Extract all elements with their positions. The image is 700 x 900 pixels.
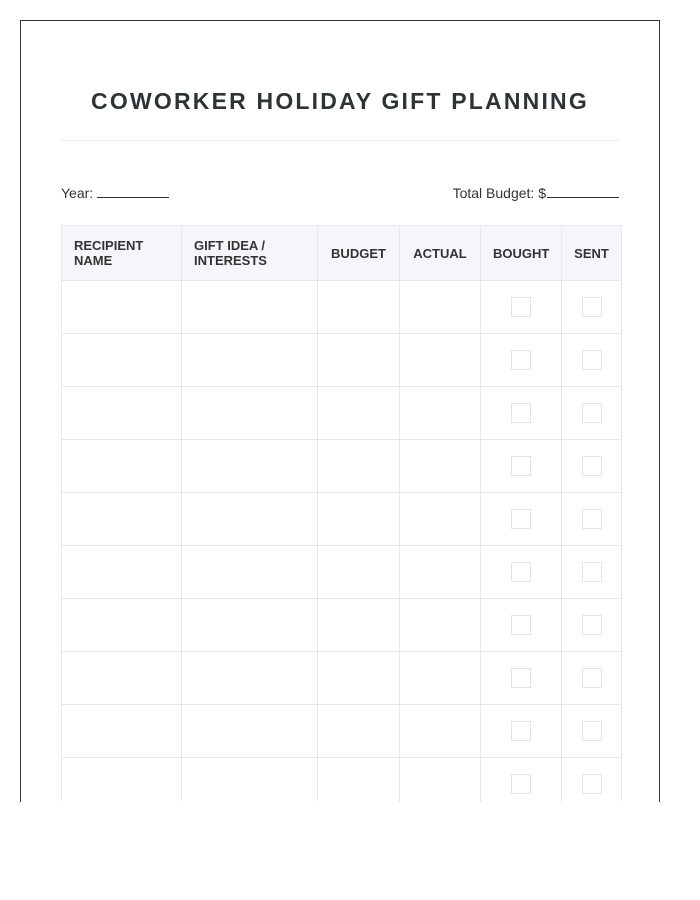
header-bought: BOUGHT: [481, 226, 562, 281]
header-row: [62, 226, 622, 281]
title-divider: [61, 140, 619, 141]
sent-cell: [562, 281, 622, 334]
total-budget-label: Total Budget: $: [452, 185, 546, 201]
budget-cell[interactable]: [318, 546, 400, 599]
sent-checkbox[interactable]: [582, 668, 602, 688]
recipient-cell[interactable]: [62, 440, 182, 493]
budget-cell[interactable]: [318, 387, 400, 440]
header-actual: ACTUAL: [400, 226, 481, 281]
bought-cell: [481, 440, 562, 493]
actual-cell[interactable]: [400, 705, 481, 758]
bought-cell: [481, 758, 562, 803]
header-gift-idea: GIFT IDEA / INTERESTS: [182, 226, 318, 281]
recipient-cell[interactable]: [62, 387, 182, 440]
table-row: [62, 599, 622, 652]
actual-cell[interactable]: [400, 599, 481, 652]
sent-cell: [562, 440, 622, 493]
bought-cell: [481, 599, 562, 652]
gift-idea-cell[interactable]: [182, 546, 318, 599]
bought-checkbox[interactable]: [511, 456, 531, 476]
actual-cell[interactable]: [400, 334, 481, 387]
actual-cell[interactable]: [400, 387, 481, 440]
recipient-cell[interactable]: [62, 493, 182, 546]
table-row: [62, 281, 622, 334]
table-row: [62, 387, 622, 440]
sent-checkbox[interactable]: [582, 403, 602, 423]
meta-row: [61, 184, 619, 204]
sent-checkbox[interactable]: [582, 509, 602, 529]
total-budget-blank-line[interactable]: [547, 184, 619, 198]
actual-cell[interactable]: [400, 493, 481, 546]
recipient-cell[interactable]: [62, 705, 182, 758]
gift-idea-cell[interactable]: [182, 599, 318, 652]
table-row: [62, 758, 622, 803]
actual-cell[interactable]: [400, 440, 481, 493]
year-blank-line[interactable]: [97, 184, 169, 198]
budget-cell[interactable]: [318, 493, 400, 546]
year-label: Year:: [61, 185, 94, 201]
sent-checkbox[interactable]: [582, 562, 602, 582]
bought-checkbox[interactable]: [511, 774, 531, 794]
gift-idea-cell[interactable]: [182, 493, 318, 546]
sent-cell: [562, 387, 622, 440]
bought-cell: [481, 705, 562, 758]
header-budget: BUDGET: [318, 226, 400, 281]
table-row: [62, 546, 622, 599]
sent-checkbox[interactable]: [582, 774, 602, 794]
document-page: [20, 20, 660, 802]
bought-checkbox[interactable]: [511, 350, 531, 370]
recipient-cell[interactable]: [62, 281, 182, 334]
actual-cell[interactable]: [400, 758, 481, 803]
bought-cell: [481, 652, 562, 705]
actual-cell[interactable]: [400, 281, 481, 334]
actual-cell[interactable]: [400, 652, 481, 705]
budget-cell[interactable]: [318, 758, 400, 803]
sent-cell: [562, 599, 622, 652]
gift-idea-cell[interactable]: [182, 387, 318, 440]
gift-idea-cell[interactable]: [182, 705, 318, 758]
recipient-cell[interactable]: [62, 546, 182, 599]
bought-checkbox[interactable]: [511, 562, 531, 582]
sent-checkbox[interactable]: [582, 456, 602, 476]
bought-cell: [481, 387, 562, 440]
year-field: [61, 184, 169, 201]
gift-idea-cell[interactable]: [182, 440, 318, 493]
recipient-cell[interactable]: [62, 652, 182, 705]
bought-checkbox[interactable]: [511, 721, 531, 741]
budget-cell[interactable]: [318, 334, 400, 387]
table-row: [62, 652, 622, 705]
table-row: [62, 440, 622, 493]
sent-cell: [562, 546, 622, 599]
budget-cell[interactable]: [318, 281, 400, 334]
table-row: [62, 334, 622, 387]
recipient-cell[interactable]: [62, 599, 182, 652]
bought-checkbox[interactable]: [511, 668, 531, 688]
page-title: COWORKER HOLIDAY GIFT PLANNING: [91, 88, 589, 114]
budget-cell[interactable]: [318, 440, 400, 493]
sent-checkbox[interactable]: [582, 721, 602, 741]
gift-planning-table: [61, 225, 622, 802]
bought-cell: [481, 334, 562, 387]
sent-checkbox[interactable]: [582, 350, 602, 370]
sent-cell: [562, 705, 622, 758]
sent-cell: [562, 652, 622, 705]
bought-cell: [481, 493, 562, 546]
sent-cell: [562, 758, 622, 803]
table-row: [62, 705, 622, 758]
header-sent: SENT: [562, 226, 622, 281]
bought-checkbox[interactable]: [511, 615, 531, 635]
bought-checkbox[interactable]: [511, 509, 531, 529]
header-recipient-name: RECIPIENT NAME: [62, 226, 182, 281]
recipient-cell[interactable]: [62, 334, 182, 387]
bought-checkbox[interactable]: [511, 403, 531, 423]
bought-cell: [481, 546, 562, 599]
gift-idea-cell[interactable]: [182, 334, 318, 387]
sent-checkbox[interactable]: [582, 615, 602, 635]
table-row: [62, 493, 622, 546]
recipient-cell[interactable]: [62, 758, 182, 803]
bought-cell: [481, 281, 562, 334]
total-budget-field: [453, 184, 619, 201]
bought-checkbox[interactable]: [511, 297, 531, 317]
budget-cell[interactable]: [318, 652, 400, 705]
gift-idea-cell[interactable]: [182, 652, 318, 705]
budget-cell[interactable]: [318, 705, 400, 758]
sent-checkbox[interactable]: [582, 297, 602, 317]
actual-cell[interactable]: [400, 546, 481, 599]
table-body: [62, 281, 622, 803]
sent-cell: [562, 334, 622, 387]
budget-cell[interactable]: [318, 599, 400, 652]
gift-idea-cell[interactable]: [182, 281, 318, 334]
sent-cell: [562, 493, 622, 546]
gift-idea-cell[interactable]: [182, 758, 318, 803]
